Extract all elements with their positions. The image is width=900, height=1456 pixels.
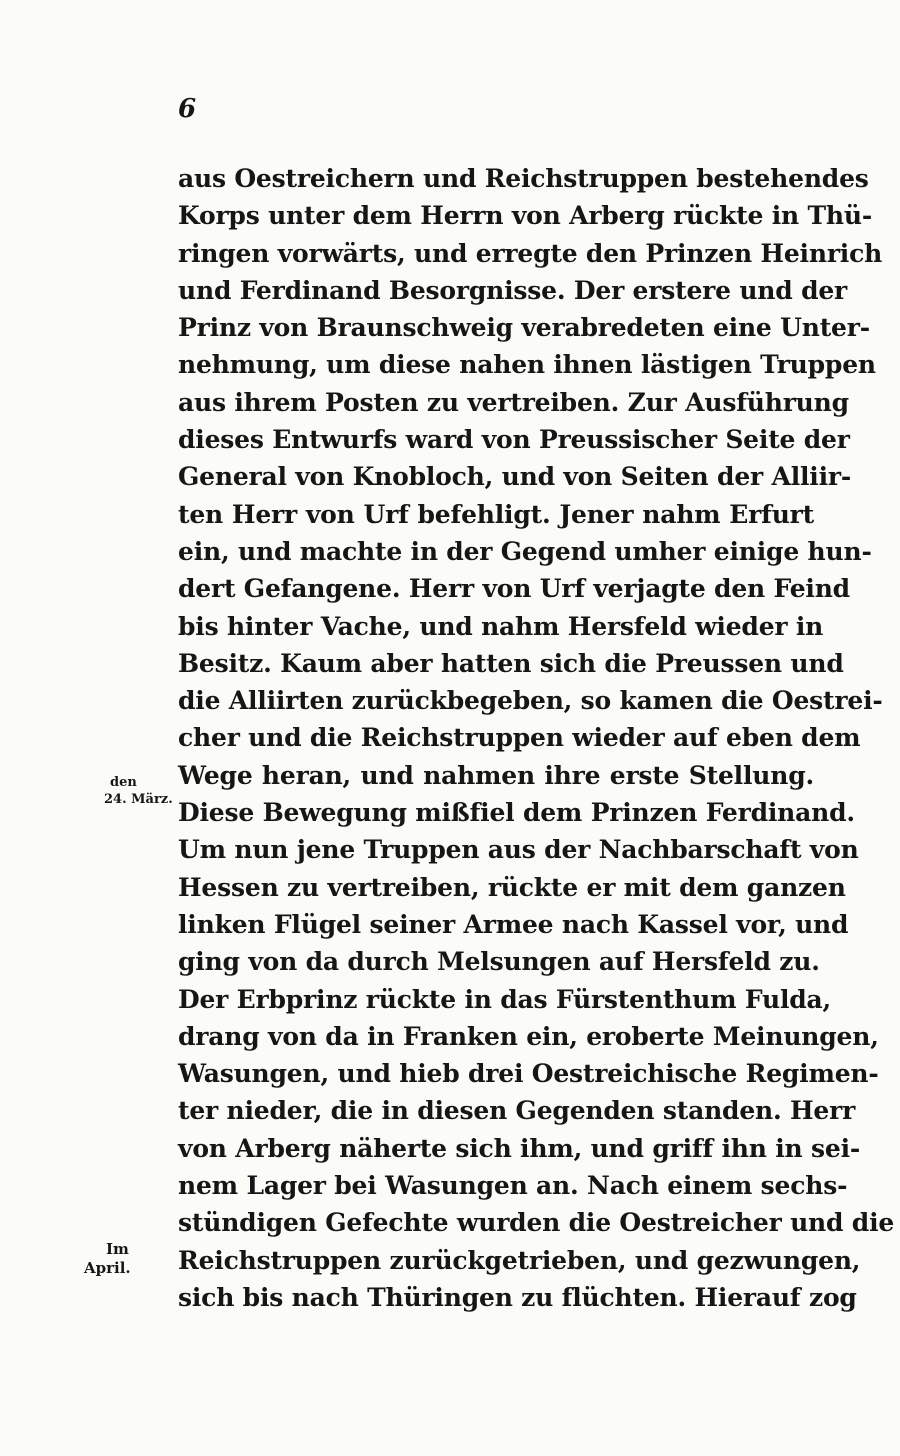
margin-note-month bbox=[84, 1240, 174, 1278]
margin-note-line: Im bbox=[106, 1240, 129, 1258]
text-line: die Alliirten zurückbegeben, so kamen die Oestrei- bbox=[178, 686, 883, 716]
text-line: bis hinter Vache, und nahm Hersfeld wieder in bbox=[178, 611, 824, 641]
text-line: drang von da in Franken ein, eroberte Meinungen, bbox=[178, 1021, 879, 1051]
text-line: aus Oestreichern und Reichstruppen bestehendes bbox=[178, 164, 869, 193]
text-line: ten Herr von Urf befehligt. Jener nahm Erfurt bbox=[178, 499, 814, 529]
body-text bbox=[178, 160, 895, 1316]
text-line: nem Lager bei Wasungen an. Nach einem sechs- bbox=[178, 1171, 848, 1201]
margin-note-line: den bbox=[110, 775, 137, 790]
text-line: ein, und machte in der Gegend umher einige hun- bbox=[178, 536, 872, 566]
text-line: sich bis nach Thüringen zu flüchten. Hierauf zog bbox=[178, 1282, 857, 1312]
text-line: Wege heran, und nahmen ihre erste Stellung. bbox=[178, 760, 814, 790]
text-line: ging von da durch Melsungen auf Hersfeld zu. bbox=[178, 947, 820, 977]
text-line: Hessen zu vertreiben, rückte er mit dem ganzen bbox=[178, 872, 846, 902]
text-line: und Ferdinand Besorgnisse. Der erstere und der bbox=[178, 275, 848, 305]
text-line: nehmung, um diese nahen ihnen lästigen Truppen bbox=[178, 350, 876, 380]
text-line: von Arberg näherte sich ihm, und griff ihn in sei- bbox=[178, 1133, 861, 1163]
text-line: ringen vorwärts, und erregte den Prinzen Heinrich bbox=[178, 238, 883, 268]
text-line: Besitz. Kaum aber hatten sich die Preussen und bbox=[178, 648, 844, 678]
text-line: General von Knobloch, und von Seiten der Alliir- bbox=[178, 462, 852, 492]
text-line: cher und die Reichstruppen wieder auf eben dem bbox=[178, 723, 861, 753]
text-line: Reichstruppen zurückgetrieben, und gezwungen, bbox=[178, 1245, 861, 1275]
text-line: aus ihrem Posten zu vertreiben. Zur Ausführung bbox=[178, 387, 849, 417]
text-line: Um nun jene Truppen aus der Nachbarschaft von bbox=[178, 835, 859, 865]
text-line: linken Flügel seiner Armee nach Kassel vor, und bbox=[178, 909, 849, 939]
text-line: Der Erbprinz rückte in das Fürstenthum Fulda, bbox=[178, 984, 832, 1014]
text-line: Prinz von Braunschweig verabredeten eine Unter- bbox=[178, 313, 870, 343]
text-line: Korps unter dem Herrn von Arberg rückte in Thü- bbox=[178, 201, 873, 231]
text-line: Diese Bewegung mißfiel dem Prinzen Ferdinand. bbox=[178, 798, 855, 828]
margin-note-date bbox=[104, 774, 178, 808]
text-line: stündigen Gefechte wurden die Oestreicher und die bbox=[178, 1208, 895, 1238]
margin-note-line: April. bbox=[84, 1259, 131, 1277]
text-line: ter nieder, die in diesen Gegenden standen. Herr bbox=[178, 1096, 856, 1126]
page-number: 6 bbox=[178, 94, 197, 124]
margin-note-line: 24. März. bbox=[104, 792, 173, 807]
text-line: Wasungen, und hieb drei Oestreichische Regimen- bbox=[178, 1059, 879, 1089]
text-line: dieses Entwurfs ward von Preussischer Seite der bbox=[178, 425, 850, 455]
text-line: dert Gefangene. Herr von Urf verjagte den Feind bbox=[178, 574, 850, 604]
